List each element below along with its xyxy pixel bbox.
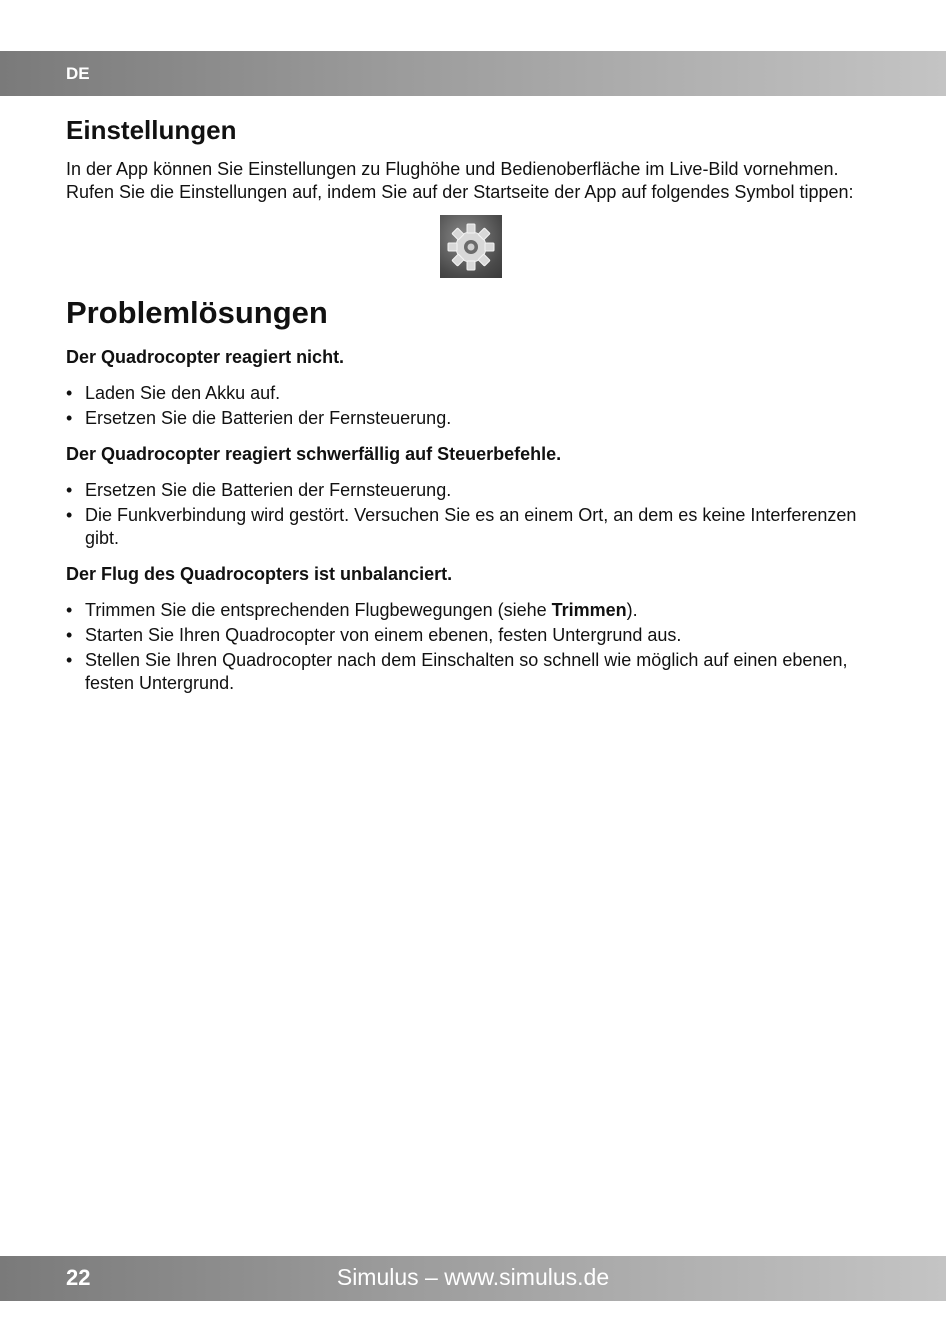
page-number: 22 <box>66 1265 91 1290</box>
problem-section-2 <box>66 443 876 550</box>
list-item: • Trimmen Sie die entsprechenden Flugbewegungen (siehe Trimmen). <box>66 600 638 620</box>
solution-list <box>66 382 876 430</box>
bullet-icon: • <box>66 480 73 500</box>
problem-heading: Der Quadrocopter reagiert schwerfällig auf Steuerbefehle. <box>66 444 562 464</box>
list-item: • Starten Sie Ihren Quadrocopter von einem ebenen, festen Untergrund aus. <box>66 625 682 645</box>
settings-heading: Einstellungen <box>66 115 237 145</box>
footer-brand: Simulus – www.simulus.de <box>336 1264 610 1290</box>
language-label: DE <box>66 64 90 83</box>
bullet-icon: • <box>66 383 73 403</box>
problem-heading: Der Flug des Quadrocopters ist unbalanciert. <box>66 564 453 584</box>
solution-list <box>66 599 876 695</box>
gear-icon <box>440 215 502 278</box>
list-item: • Die Funkverbindung wird gestört. Versuchen Sie es an einem Ort, an dem es keine Interferenzen gibt. <box>66 505 857 548</box>
footer-bar <box>0 1256 946 1301</box>
problem-heading: Der Quadrocopter reagiert nicht. <box>66 347 345 367</box>
problem-section-1 <box>66 346 876 430</box>
settings-icon-wrapper <box>66 215 876 278</box>
solution-list <box>66 479 876 550</box>
list-item: • Ersetzen Sie die Batterien der Fernsteuerung. <box>66 408 452 428</box>
list-item: • Ersetzen Sie die Batterien der Fernsteuerung. <box>66 480 452 500</box>
bullet-icon: • <box>66 650 73 670</box>
troubleshooting-heading: Problemlösungen <box>66 295 328 330</box>
list-item: • Stellen Sie Ihren Quadrocopter nach dem Einschalten so schnell wie möglich auf einen ebenen, festen Untergrund. <box>66 650 848 693</box>
bullet-icon: • <box>66 600 73 620</box>
problem-section-3 <box>66 563 876 695</box>
cross-reference: Trimmen <box>551 600 627 620</box>
settings-intro: In der App können Sie Einstellungen zu Flughöhe und Bedienoberfläche im Live-Bild vornehmen. Rufen Sie die Einstellungen auf, indem Sie auf der Startseite der App auf folgendes Symbol tippen: <box>66 159 854 202</box>
bullet-icon: • <box>66 505 73 525</box>
bullet-icon: • <box>66 625 73 645</box>
page-content <box>66 112 876 708</box>
list-item: • Laden Sie den Akku auf. <box>66 383 281 403</box>
bullet-icon: • <box>66 408 73 428</box>
header-bar <box>0 51 946 96</box>
